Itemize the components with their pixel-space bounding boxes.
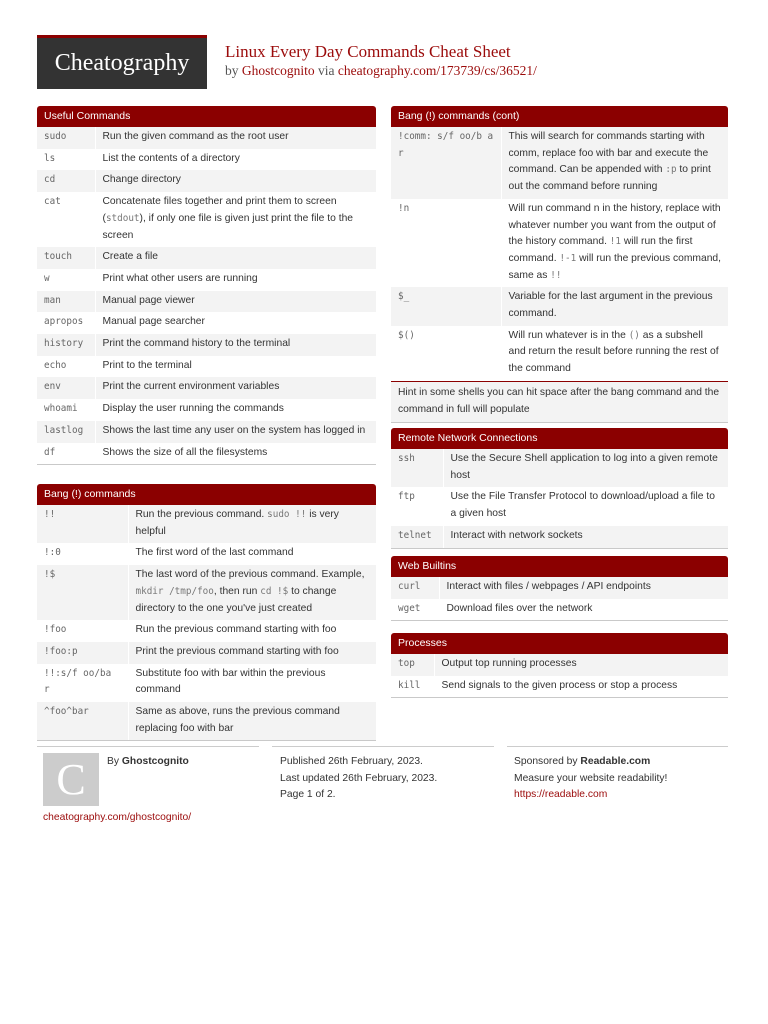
description-cell: Use the File Transfer Protocol to download/upload a file to a given host (450, 491, 715, 520)
sponsor-url[interactable]: https://readable.com (514, 789, 608, 800)
inline-code: !! (550, 269, 562, 281)
description-text: The last word of the previous command. Example, (135, 569, 365, 581)
inline-code: !1 (609, 236, 621, 248)
via-text: via (318, 63, 335, 78)
description-cell (95, 192, 376, 247)
inline-code: stdout (105, 212, 140, 224)
table-row (391, 199, 728, 288)
description-text: Concatenate files together and print them to screen ( (102, 196, 337, 224)
sponsor-tagline: Measure your website readability! (514, 772, 668, 784)
command-cell: history (37, 334, 95, 356)
table-row (37, 642, 376, 664)
table-row (37, 356, 376, 378)
command-cell: top (391, 654, 434, 676)
inline-code: cd !$ (260, 585, 289, 597)
footer-author (107, 754, 189, 771)
footer-divider (37, 746, 259, 747)
command-cell: ssh (391, 449, 443, 487)
description-cell: Same as above, runs the previous command replacing foo with bar (128, 702, 376, 740)
description-cell (501, 326, 728, 381)
table-row (37, 565, 376, 620)
description-cell: List the contents of a directory (102, 152, 240, 164)
description-cell: Create a file (95, 247, 376, 269)
table-row (37, 543, 376, 565)
remote-table (391, 449, 728, 548)
panel-title: Processes (391, 633, 728, 654)
table-row (37, 620, 376, 642)
description-cell: Substitute foo with bar within the previous command (135, 667, 326, 696)
table-row (37, 192, 376, 247)
description-cell (501, 199, 728, 288)
panel-web-builtins (391, 556, 728, 621)
command-cell: lastlog (37, 421, 95, 443)
inline-code: mkdir /tmp/foo (135, 585, 214, 597)
table-row (391, 676, 728, 698)
description-cell: Use the Secure Shell application to log into a given remote host (443, 449, 728, 487)
inline-code: !-1 (559, 252, 577, 264)
command-cell: man (37, 291, 95, 313)
table-row (391, 287, 728, 325)
description-cell: Manual page searcher (102, 316, 205, 328)
table-row (37, 149, 376, 171)
command-cell: apropos (37, 312, 95, 334)
command-cell: !:0 (37, 543, 128, 565)
command-cell: !foo:p (37, 642, 128, 664)
command-cell: !$ (37, 565, 128, 620)
description-text: is very helpful (135, 509, 339, 537)
footer-sponsor (514, 754, 667, 804)
author-avatar[interactable] (43, 753, 99, 806)
description-cell (128, 505, 376, 543)
inline-code: () (628, 329, 640, 341)
table-row (37, 291, 376, 313)
author-link[interactable]: Ghostcognito (241, 63, 315, 78)
web-table (391, 577, 728, 620)
command-cell: !!:s/f oo/ba r (37, 664, 128, 702)
cheatography-logo[interactable] (37, 35, 207, 89)
command-cell: !n (391, 199, 501, 288)
description-cell (128, 565, 376, 620)
description-text: will run the first command. (508, 236, 693, 264)
inline-code: :p (665, 164, 677, 176)
description-text: This will search for commands starting with comm, replace foo with bar and execute the command. Can be appended with (508, 131, 709, 176)
sheet-url-link[interactable]: cheatography.com/173739/cs/36521/ (337, 63, 537, 78)
page-title: Linux Every Day Commands Cheat Sheet (225, 42, 511, 61)
table-row (391, 127, 728, 199)
description-text: Will run whatever is in the (508, 329, 629, 341)
table-row (37, 443, 376, 465)
table-row (37, 247, 376, 269)
description-cell (501, 127, 728, 199)
description-cell: Output top running processes (434, 654, 728, 676)
command-cell: wget (391, 599, 439, 621)
footer-published (280, 754, 437, 804)
useful-table (37, 127, 376, 464)
footer-divider (272, 746, 494, 747)
page-number: Page 1 of 2. (280, 789, 336, 800)
table-row (37, 170, 376, 192)
command-cell: $_ (391, 287, 501, 325)
command-cell: cd (37, 170, 95, 192)
table-row (37, 127, 376, 149)
description-cell: Send signals to the given process or stop a process (441, 679, 678, 691)
panel-useful-commands (37, 106, 376, 465)
description-cell: Print the command history to the terminal (95, 334, 376, 356)
command-cell: !! (37, 505, 128, 543)
description-cell: Run the given command as the root user (95, 127, 376, 149)
table-row (37, 312, 376, 334)
footer-author-name[interactable]: Ghostcognito (121, 756, 189, 767)
command-cell: kill (391, 676, 434, 698)
updated-date: Last updated 26th February, 2023. (280, 772, 438, 784)
description-cell: Display the user running the commands (102, 403, 284, 415)
sponsor-name[interactable]: Readable.com (580, 756, 651, 767)
description-text: as a subshell and return the result before running the rest of the command (508, 329, 719, 375)
panel-title: Bang (!) commands (37, 484, 376, 505)
command-cell: sudo (37, 127, 95, 149)
by-label: By (107, 756, 120, 767)
table-row (37, 334, 376, 356)
description-cell: Shows the size of all the filesystems (102, 446, 268, 458)
command-cell: !foo (37, 620, 128, 642)
inline-code: sudo !! (267, 509, 307, 520)
description-cell: Variable for the last argument in the previous command. (501, 287, 728, 325)
panel-bang-commands-cont (391, 106, 728, 423)
description-text: ), if only one file is given just print the file to the screen (102, 212, 354, 241)
sponsor-label: Sponsored by (514, 756, 578, 767)
proc-table (391, 654, 728, 697)
command-cell: env (37, 377, 95, 399)
command-cell: telnet (391, 526, 443, 548)
table-row (37, 377, 376, 399)
table-row (37, 269, 376, 291)
panel-remote-network (391, 428, 728, 549)
description-cell: Interact with network sockets (443, 526, 728, 548)
description-text: to print out the command before running (508, 164, 711, 193)
panel-title: Web Builtins (391, 556, 728, 577)
logo-text: Cheatography (54, 50, 190, 76)
byline (225, 63, 537, 79)
description-cell: The first word of the last command (135, 547, 294, 559)
command-cell: cat (37, 192, 95, 247)
bang-cont-table (391, 127, 728, 381)
footer-author-url[interactable]: cheatography.com/ghostcognito/ (43, 812, 192, 823)
by-prefix: by (225, 63, 239, 78)
panel-title: Bang (!) commands (cont) (391, 106, 728, 127)
description-cell: Shows the last time any user on the system has logged in (95, 421, 376, 443)
table-row (37, 421, 376, 443)
table-row (391, 599, 728, 621)
description-cell: Interact with files / webpages / API endpoints (439, 577, 728, 599)
command-cell: curl (391, 577, 439, 599)
description-text: Run the previous command. (135, 509, 268, 520)
description-text: to change directory to the one you've just created (135, 585, 337, 614)
command-cell: touch (37, 247, 95, 269)
table-row (37, 505, 376, 543)
command-cell: df (37, 443, 95, 465)
description-text: will run the previous command, same as (508, 252, 722, 281)
table-row (37, 664, 376, 702)
table-row (37, 702, 376, 740)
hint-text: Hint in some shells you can hit space after the bang command and the command in full will populate (391, 381, 728, 422)
description-text: , then run (213, 585, 261, 597)
panel-bang-commands (37, 484, 376, 741)
panel-title: Useful Commands (37, 106, 376, 127)
description-cell: Manual page viewer (95, 291, 376, 313)
description-cell: Print what other users are running (102, 272, 258, 284)
table-row (37, 399, 376, 421)
panel-processes (391, 633, 728, 698)
table-row (391, 487, 728, 525)
description-cell: Run the previous command starting with foo (135, 624, 337, 636)
description-cell: Change directory (95, 170, 376, 192)
table-row (391, 577, 728, 599)
command-cell: $() (391, 326, 501, 381)
command-cell: ^foo^bar (37, 702, 128, 740)
command-cell: echo (37, 356, 95, 378)
panel-title: Remote Network Connections (391, 428, 728, 449)
description-cell: Print the previous command starting with foo (128, 642, 376, 664)
table-row (391, 449, 728, 487)
command-cell: whoami (37, 399, 95, 421)
published-date: Published 26th February, 2023. (280, 756, 423, 767)
command-cell: ftp (391, 487, 443, 525)
command-cell: ls (37, 149, 95, 171)
command-cell: !comm: s/f oo/b ar (391, 127, 501, 199)
footer-divider (507, 746, 728, 747)
description-cell: Print the current environment variables (95, 377, 376, 399)
avatar-letter: C (56, 755, 86, 804)
table-row (391, 326, 728, 381)
description-text: Will run command n in the history, replace with whatever number you want from the output of the history command. (508, 202, 721, 248)
table-row (391, 526, 728, 548)
table-row (391, 654, 728, 676)
bang-table (37, 505, 376, 740)
description-cell: Download files over the network (446, 602, 593, 614)
description-cell: Print to the terminal (102, 359, 192, 371)
command-cell: w (37, 269, 95, 291)
